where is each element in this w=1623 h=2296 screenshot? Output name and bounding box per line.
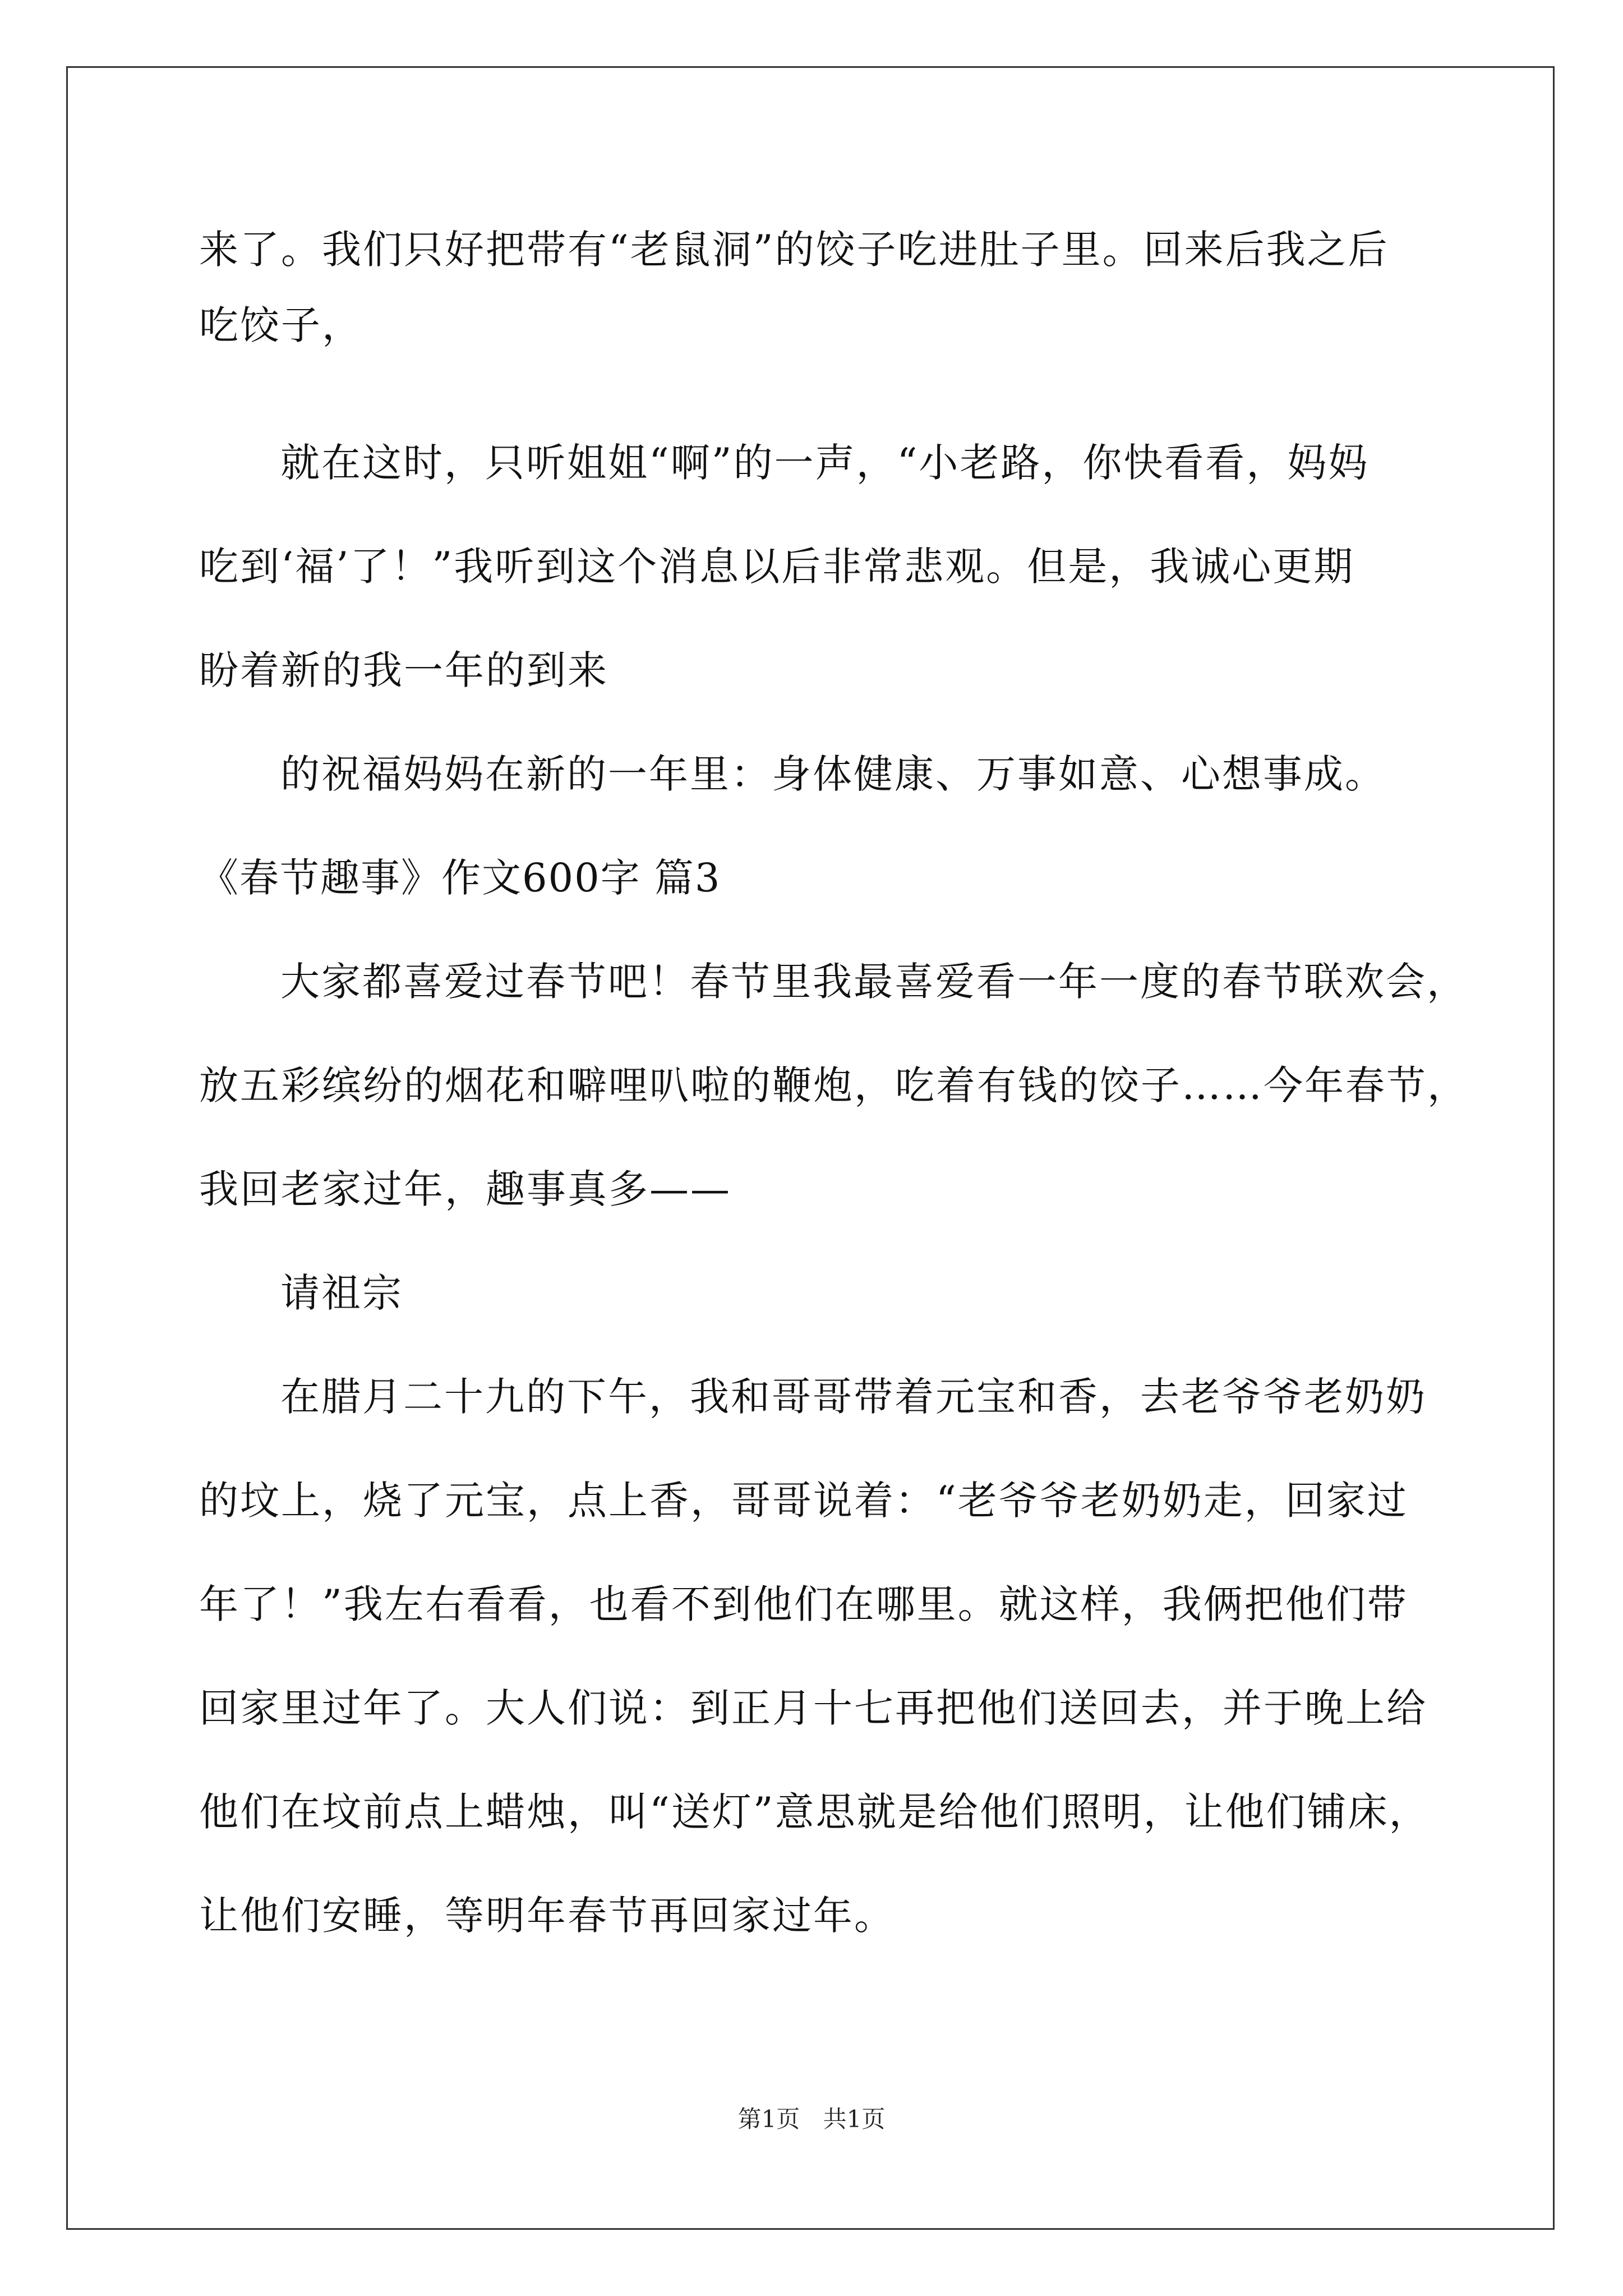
subheading: 请祖宗 — [280, 1270, 403, 1316]
text-line: 吃到‘福’了！”我听到这个消息以后非常悲观。但是，我诚心更期 — [199, 544, 1355, 590]
page-number: 第1页 — [737, 2105, 800, 2133]
text-line: 放五彩缤纷的烟花和噼哩叭啦的鞭炮，吃着有钱的饺子……今年春节， — [199, 1062, 1468, 1108]
text-line: 的祝福妈妈在新的一年里：身体健康、万事如意、心想事成。 — [280, 751, 1386, 797]
text-line: 吃饺子， — [199, 302, 363, 348]
text-line: 的坟上，烧了元宝，点上香，哥哥说着：“老爷爷老奶奶走，回家过 — [199, 1478, 1408, 1524]
text-line: 就在这时，只听姐姐“啊”的一声，“小老路，你快看看，妈妈 — [280, 440, 1370, 486]
text-line: 来了。我们只好把带有“老鼠洞”的饺子吃进肚子里。回来后我之后 — [199, 227, 1389, 273]
section-heading: 《春节趣事》作文600字 篇3 — [199, 855, 721, 901]
text-line: 年了！”我左右看看，也看不到他们在哪里。就这样，我俩把他们带 — [199, 1581, 1408, 1627]
text-line: 他们在坟前点上蜡烛，叫“送灯”意思就是给他们照明，让他们铺床， — [199, 1789, 1430, 1835]
text-line: 我回老家过年，趣事真多—— — [199, 1166, 731, 1212]
text-line: 大家都喜爱过春节吧！春节里我最喜爱看一年一度的春节联欢会， — [280, 959, 1468, 1005]
text-line: 让他们安睡，等明年春节再回家过年。 — [199, 1893, 895, 1939]
page-footer — [0, 2102, 1623, 2136]
page-total: 共1页 — [823, 2105, 886, 2133]
text-line: 回家里过年了。大人们说：到正月十七再把他们送回去，并于晚上给 — [199, 1685, 1427, 1731]
text-line: 在腊月二十九的下午，我和哥哥带着元宝和香，去老爷爷老奶奶 — [280, 1374, 1427, 1420]
text-line: 盼着新的我一年的到来 — [199, 647, 608, 693]
